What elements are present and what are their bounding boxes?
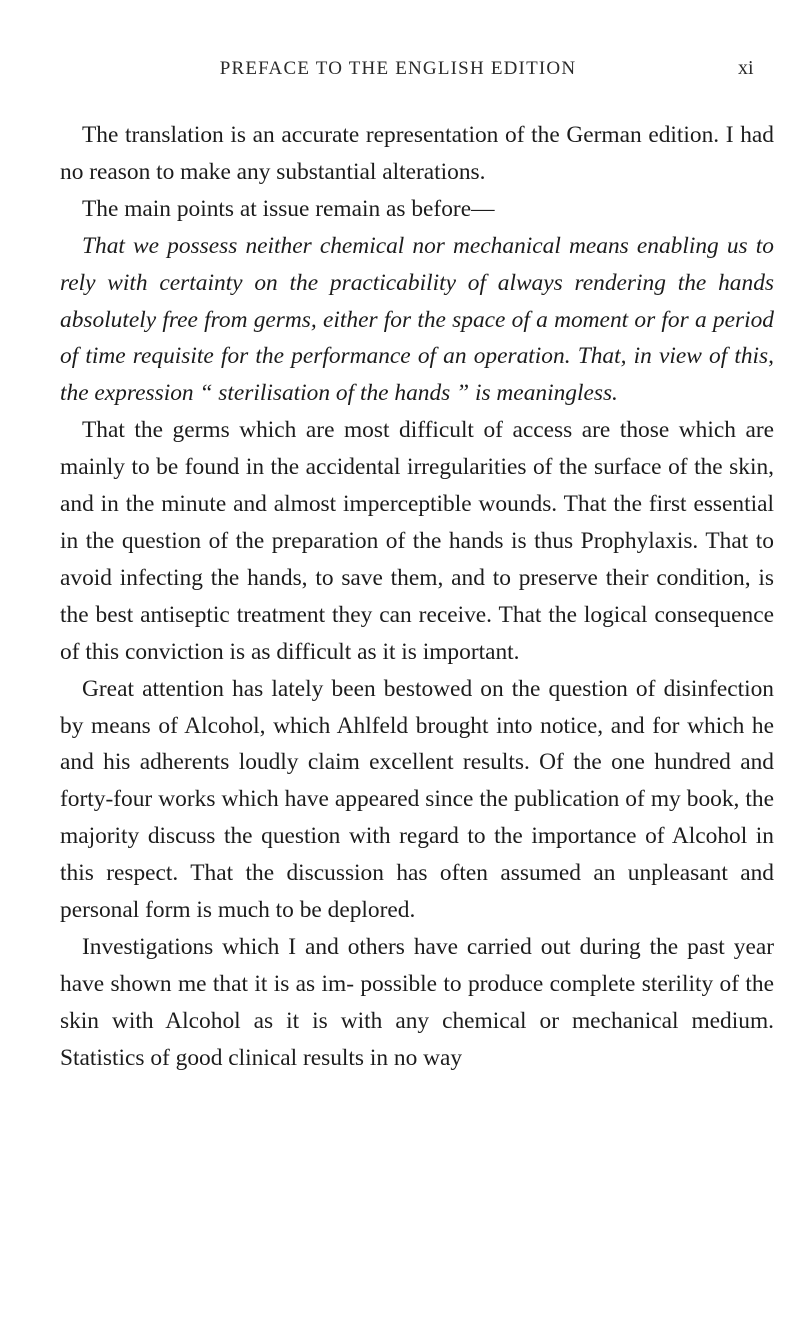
body-text — [60, 117, 774, 1077]
running-head: PREFACE TO THE ENGLISH EDITION — [219, 58, 577, 79]
paragraph: The main points at issue remain as before— — [82, 195, 495, 222]
paragraph: Investigations which I and others have carried out during the past year have shown me that it is as im- possible to produce complete sterility of the skin with Alcohol as it is with any chemical or mechanical medium. Statistics of good clinical results in no way — [60, 933, 774, 1071]
paragraph: That the germs which are most difficult of access are those which are mainly to be found in the accidental irregularities of the surface of the skin, and in the minute and almost imperceptible wounds. That the first essential in the question of the preparation of the hands is thus Prophylaxis. That to avoid infecting the hands, to save them, and to preserve their condition, is the best antiseptic treatment they can receive. That the logical consequence of this conviction is as difficult as it is important. — [60, 417, 774, 665]
paragraph: Great attention has lately been bestowed on the question of disinfection by means of Alcohol, which Ahlfeld brought into notice, and for which he and his adherents loudly claim excellent results. Of the one hundred and forty-four works which have appeared since the publication of my book, the majority discuss the question with regard to the importance of Alcohol in this respect. That the discussion has often assumed an unpleasant and personal form is much to be deplored. — [60, 675, 774, 924]
paragraph-italic: That we possess neither chemical nor mechanical means enabling us to rely with certainty on the practicability of always rendering the hands absolutely free from germs, either for the space of a moment or for a period of time requisite for the performance of an operation. That, in view of this, the expression “ sterilisation of the hands ” is meaningless. — [60, 232, 774, 407]
page-number: xi — [738, 57, 754, 79]
paragraph: The translation is an accurate representation of the German edition. I had no reason to make any substantial alterations. — [60, 122, 774, 185]
